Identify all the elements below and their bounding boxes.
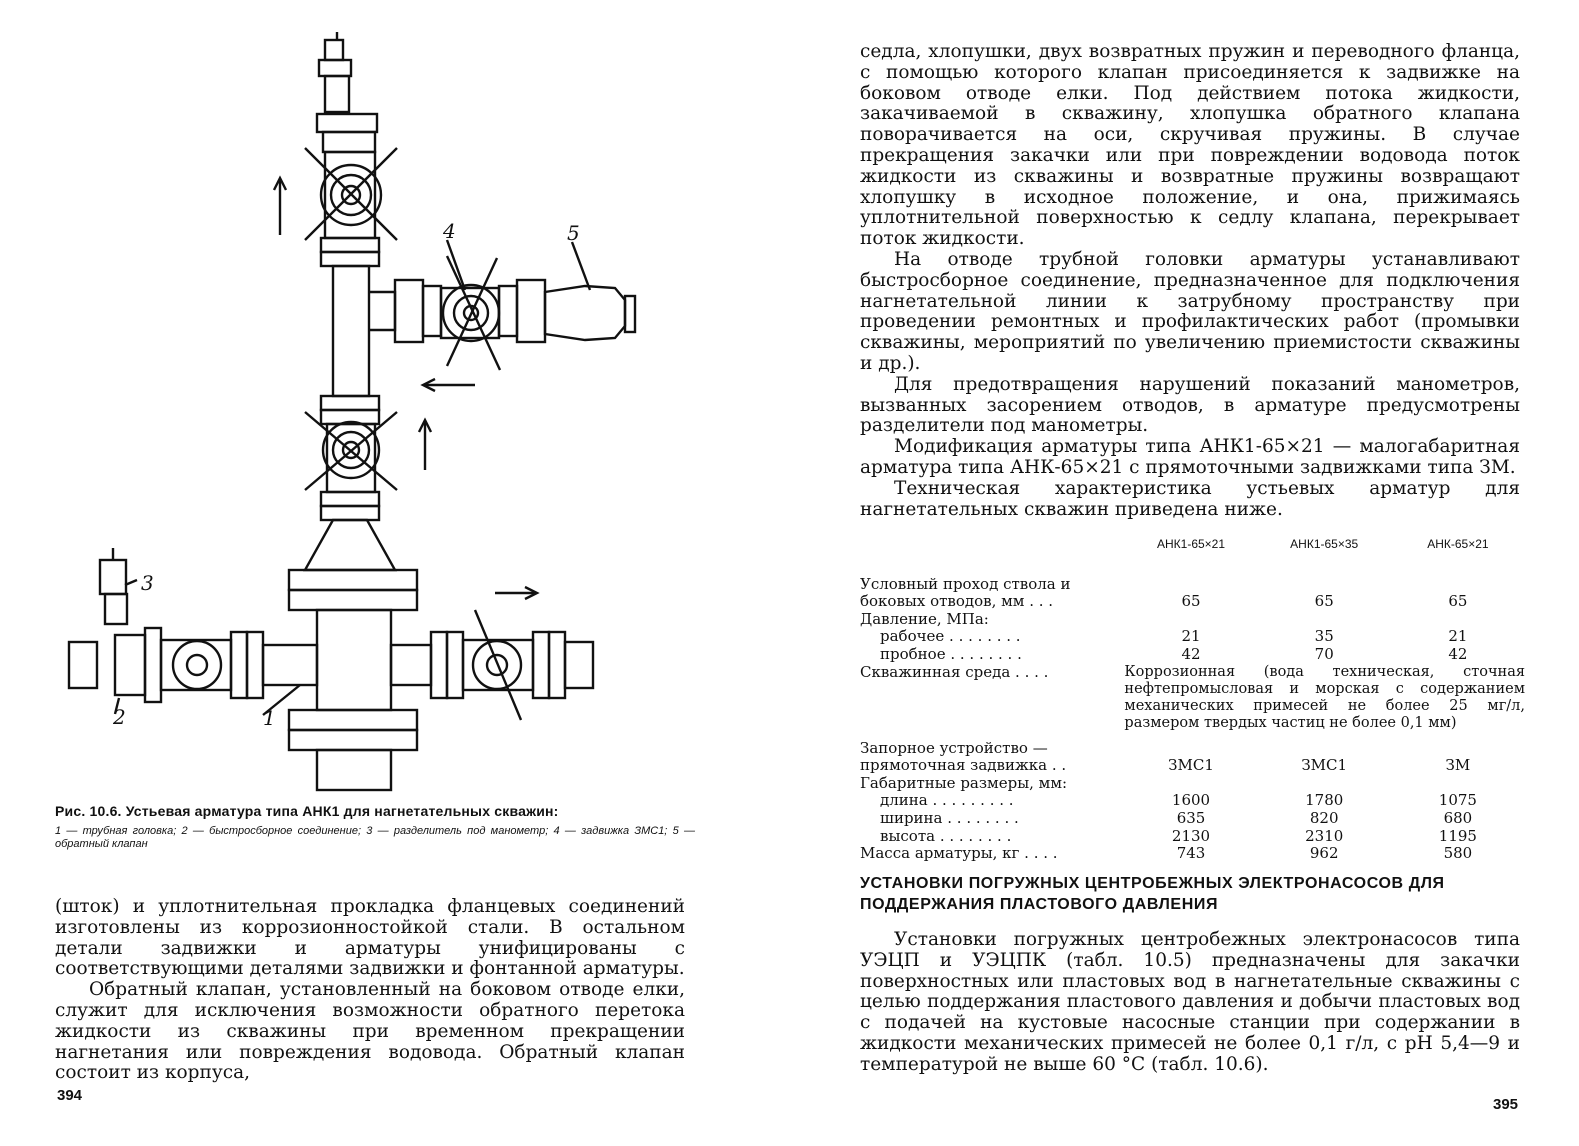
table-cell <box>1258 740 1391 758</box>
figure-caption-title: Рис. 10.6. Устьевая арматура типа АНК1 для нагнетательных скважин: <box>55 803 559 819</box>
table-cell <box>1124 611 1257 629</box>
table-column-header: АНК1-65×35 <box>1290 537 1359 551</box>
table-row-label: Условный проход ствола и <box>860 574 1071 593</box>
table-cell: 1780 <box>1305 791 1344 810</box>
figure-label-4: 4 <box>443 219 456 243</box>
table-row-label: пробное . . . . . . . . <box>880 644 1022 663</box>
table-row-label: Запорное устройство — <box>860 738 1048 757</box>
table-header-row <box>860 536 1525 576</box>
table-cell <box>1258 611 1391 629</box>
table-cell <box>1124 740 1257 758</box>
right-body-text <box>860 42 1520 520</box>
figure-label-3: 3 <box>141 571 154 595</box>
table-cell <box>1391 740 1525 758</box>
paragraph: (шток) и уплотнительная прокладка фланцевых соединений изготовлены из коррозионностойкой стали. В остальном детали задвижки и арматуры унифицированы с соответствующими деталями задвижки и фонтанной арматуры. <box>55 896 685 980</box>
wellhead-figure <box>55 30 705 795</box>
table-header-empty <box>860 536 1124 576</box>
paragraph: Модификация арматуры типа АНК1-65×21 — малогабаритная арматура типа АНК-65×21 с прямоточными задвижками типа ЗМ. <box>860 436 1520 478</box>
table-cell: 42 <box>1181 644 1201 663</box>
table-row-label: боковых отводов, мм . . . <box>860 592 1054 611</box>
table-cell: ЗМС1 <box>1301 756 1348 775</box>
table-cell: 962 <box>1309 844 1339 863</box>
table-cell <box>1391 576 1525 594</box>
table-row <box>860 646 1525 664</box>
table-row <box>860 810 1525 828</box>
table-row <box>860 828 1525 846</box>
table-row <box>860 628 1525 646</box>
paragraph: Для предотвращения нарушений показаний манометров, вызванных засорением отводов, в арматуре предусмотрены разделители под манометры. <box>860 373 1520 437</box>
figure-label-2: 2 <box>113 705 126 729</box>
table-row <box>860 576 1525 594</box>
table-cell: 65 <box>1314 592 1334 611</box>
paragraph: Установки погружных центробежных электронасосов типа УЭЦП и УЭЦПК (табл. 10.5) предназначены для закачки поверхностных или пластовых вод в нагнетательные скважины с целью поддержания пластового давления и добычи пластовых вод с подачей на кустовые насосные станции при содержании в жидкости механических примесей не более 0,1 г/л, с рН 5,4—9 и температурой не выше 60 °С (табл. 10.6). <box>860 929 1520 1075</box>
table-row-label: Масса арматуры, кг . . . . <box>860 844 1058 863</box>
paragraph: Обратный клапан, установленный на боковом отводе елки, служит для исключения возможности обратного перетока жидкости из скважины при временном прекращении нагнетания или повреждения водовода. Обратный клапан состоит из корпуса, <box>55 979 685 1084</box>
right-page <box>790 0 1579 1146</box>
table-body-top <box>860 576 1525 664</box>
table-row-label: прямоточная задвижка . . <box>860 756 1067 775</box>
section-heading: УСТАНОВКИ ПОГРУЖНЫХ ЦЕНТРОБЕЖНЫХ ЭЛЕКТРОНАСОСОВ ДЛЯ ПОДДЕРЖАНИЯ ПЛАСТОВОГО ДАВЛЕНИЯ <box>860 875 1445 913</box>
table-row <box>860 775 1525 793</box>
left-body-text <box>55 897 685 1084</box>
table-cell <box>1258 576 1391 594</box>
table-cell <box>1391 775 1525 793</box>
table-cell <box>1124 775 1257 793</box>
figure-caption-legend: 1 — трубная головка; 2 — быстросборное соединение; 3 — разделитель под манометр; 4 — задвижка ЗМС1; 5 — обратный клапан <box>55 825 695 850</box>
figure-label-5: 5 <box>567 221 580 245</box>
paragraph: На отводе трубной головки арматуры устанавливают быстросборное соединение, предназначенное для подключения нагнетательной линии к затрубному пространству при проведении ремонтных и профилактических работ (промывки скважины, мероприятий по увеличению приемистости скважины и др.). <box>860 248 1520 374</box>
table-cell: 42 <box>1448 644 1468 663</box>
table-row <box>860 740 1525 758</box>
table-cell: 2310 <box>1305 826 1344 845</box>
table-cell <box>1391 611 1525 629</box>
table-cell: 680 <box>1443 808 1473 827</box>
table-row <box>860 792 1525 810</box>
table-row <box>860 757 1525 775</box>
table-row <box>860 611 1525 629</box>
table-row-label: Габаритные размеры, мм: <box>860 773 1068 792</box>
table-row <box>860 593 1525 611</box>
page-number-right: 395 <box>1493 1096 1519 1113</box>
table-column-header: АНК-65×21 <box>1427 537 1489 551</box>
table-cell: 35 <box>1314 627 1334 646</box>
table-cell: 1075 <box>1438 791 1477 810</box>
table-cell <box>1124 576 1257 594</box>
table-body-bottom <box>860 740 1525 863</box>
table-row-label: Давление, МПа: <box>860 609 989 628</box>
table-cell <box>1258 775 1391 793</box>
table-row-label: высота . . . . . . . . <box>880 826 1012 845</box>
table-row <box>860 845 1525 863</box>
table-cell: 2130 <box>1171 826 1211 845</box>
table-cell: 820 <box>1309 808 1339 827</box>
spec-table <box>860 536 1525 863</box>
table-row-label: длина . . . . . . . . . <box>880 791 1014 810</box>
table-cell: 65 <box>1448 592 1468 611</box>
table-cell: ЗМ <box>1445 756 1471 775</box>
table-cell: 65 <box>1181 592 1201 611</box>
table-body-env <box>860 664 1525 740</box>
figure-label-1: 1 <box>263 706 276 730</box>
page-number-left: 394 <box>57 1087 83 1104</box>
table-cell: 70 <box>1314 644 1334 663</box>
table-cell: 21 <box>1181 627 1201 646</box>
table-column-header: АНК1-65×21 <box>1156 537 1226 551</box>
paragraph: седла, хлопушки, двух возвратных пружин и переводного фланца, с помощью которого клапан присоединяется к задвижке на боковом отводе елки. Под действием потока жидкости, закачиваемой в скважину, хлопушка обратного клапана поворачивается на оси, скручивая пружины. В случае прекращения закачки или при повреждении водовода поток жидкости из скважины и возвратные пружины возвращают хлопушку в исходное положение, и она, прижимаясь уплотнительной поверхностью к седлу клапана, перекрывает поток жидкости. <box>860 41 1520 250</box>
paragraph: Техническая характеристика устьевых арматур для нагнетательных скважин приведена ниже. <box>860 477 1520 520</box>
table-cell: 21 <box>1448 627 1468 646</box>
table-row-label: Скважинная среда . . . . <box>860 662 1049 681</box>
table-cell: 635 <box>1176 808 1206 827</box>
table-env-text: Коррозионная (вода техническая, сточная нефтепромысловая и морская с содержанием механических примесей не более 25 мг/л, размером твердых частиц не более 0,1 мм) <box>1124 663 1525 731</box>
section-body-text <box>860 930 1520 1076</box>
table-cell: 580 <box>1443 844 1473 863</box>
table-row-label: ширина . . . . . . . . <box>880 808 1019 827</box>
table-cell: 1600 <box>1171 791 1211 810</box>
table-cell: 1195 <box>1438 826 1477 845</box>
table-cell: 743 <box>1176 844 1206 863</box>
table-row <box>860 664 1525 740</box>
table-cell: ЗМС1 <box>1168 756 1214 775</box>
table-row-label: рабочее . . . . . . . . <box>880 627 1021 646</box>
